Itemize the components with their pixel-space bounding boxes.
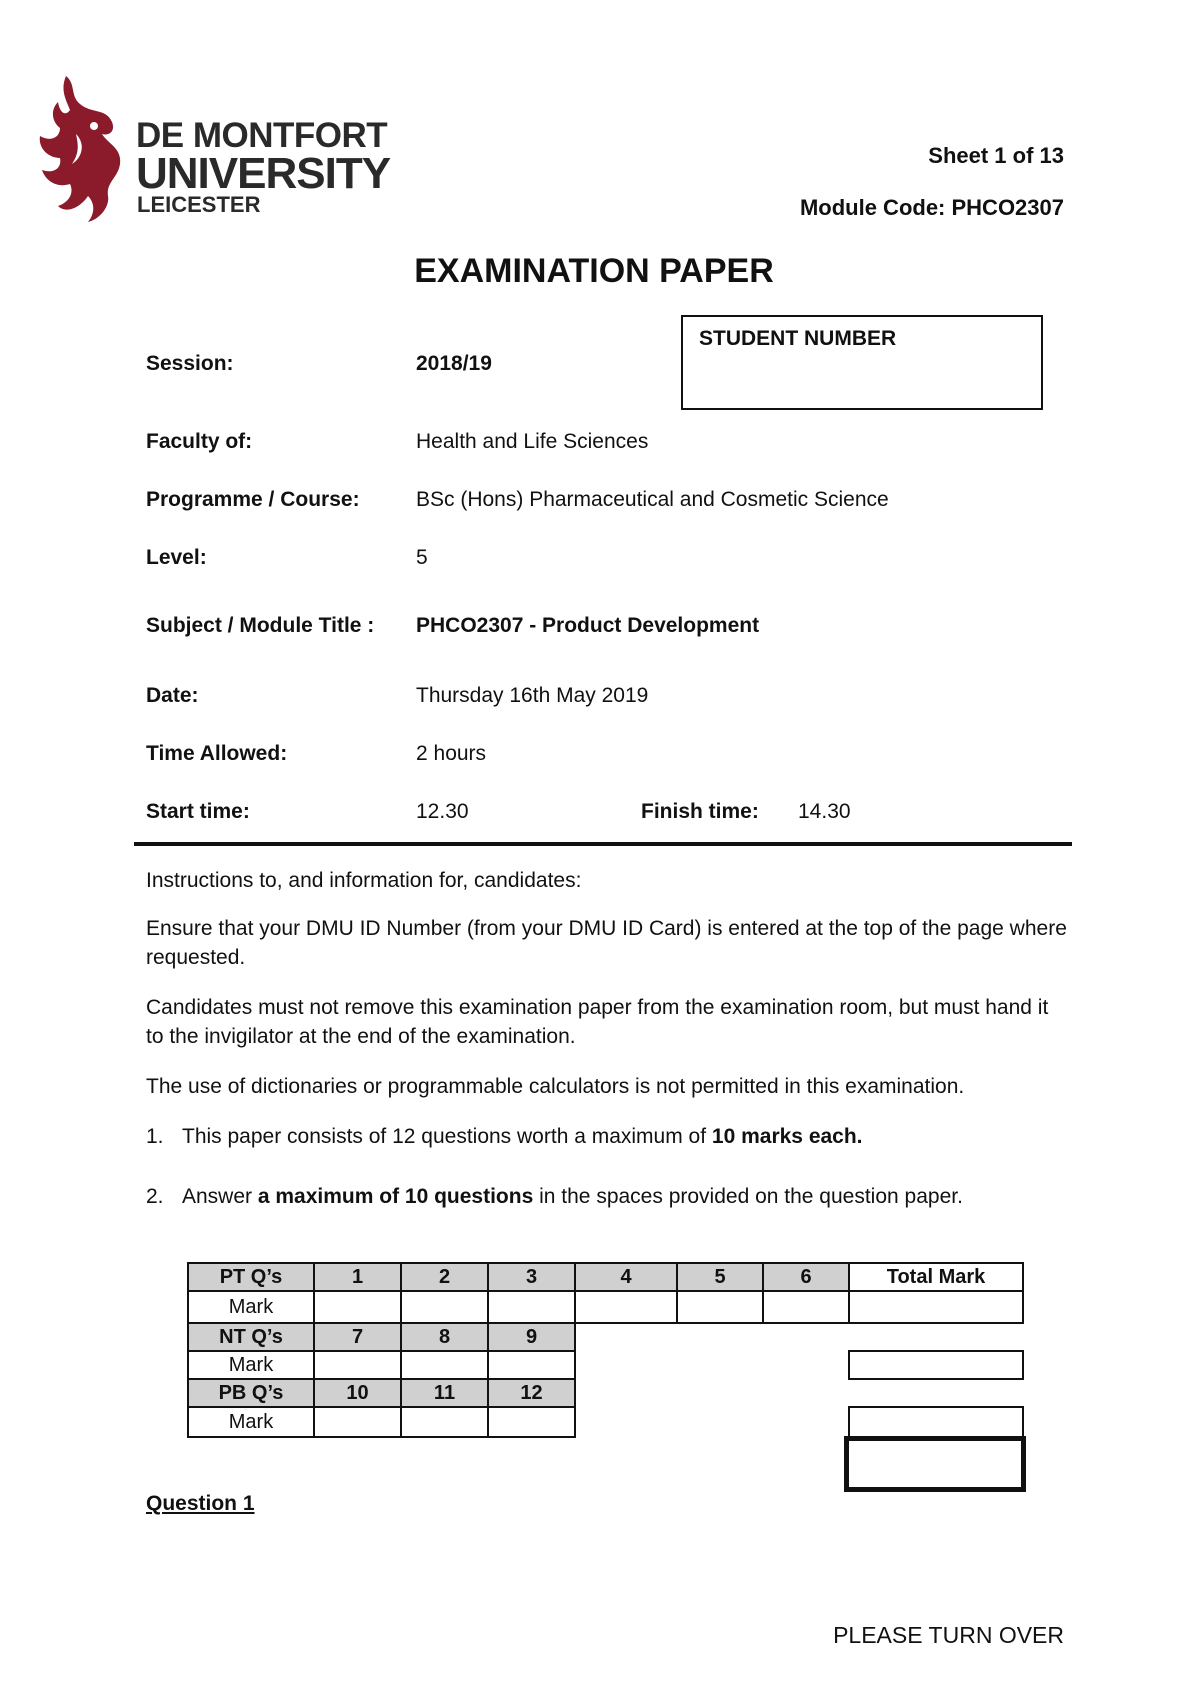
list-item-2-text: Answer xyxy=(182,1185,258,1208)
session-label: Session: xyxy=(146,352,234,375)
section-divider xyxy=(134,842,1072,846)
pt-q5-mark-cell[interactable] xyxy=(676,1290,764,1324)
lion-crest-icon xyxy=(36,74,136,224)
pb-q10-mark-cell[interactable] xyxy=(313,1406,402,1438)
time-allowed-label: Time Allowed: xyxy=(146,742,288,765)
student-number-label: STUDENT NUMBER xyxy=(699,327,897,350)
pb-q11-header: 11 xyxy=(400,1378,489,1408)
pt-total-mark-cell[interactable] xyxy=(848,1290,1024,1324)
nt-total-mark-cell[interactable] xyxy=(848,1350,1024,1380)
list-item-2-number: 2. xyxy=(146,1185,164,1208)
student-number-box[interactable] xyxy=(681,315,1043,410)
logo-text-line3: LEICESTER xyxy=(137,192,261,217)
pb-questions-label: PB Q’s xyxy=(187,1378,315,1408)
module-code: Module Code: PHCO2307 xyxy=(799,195,1064,220)
nt-q9-header: 9 xyxy=(487,1322,576,1352)
level-value: 5 xyxy=(416,546,428,569)
university-logo xyxy=(36,74,396,224)
pt-q2-header: 2 xyxy=(400,1262,489,1292)
nt-questions-label: NT Q’s xyxy=(187,1322,315,1352)
start-time-label: Start time: xyxy=(146,800,250,823)
logo-text-line1: DE MONTFORT xyxy=(136,116,388,155)
footer-turn-over: PLEASE TURN OVER xyxy=(833,1622,1064,1648)
pt-q1-mark-cell[interactable] xyxy=(313,1290,402,1324)
pt-q5-header: 5 xyxy=(676,1262,764,1292)
list-item-1-number: 1. xyxy=(146,1125,164,1148)
pt-mark-label: Mark xyxy=(187,1290,315,1324)
sheet-count: Sheet 1 of 13 xyxy=(928,143,1064,168)
pt-q6-header: 6 xyxy=(762,1262,850,1292)
nt-q7-header: 7 xyxy=(313,1322,402,1352)
pt-questions-label: PT Q’s xyxy=(187,1262,315,1292)
instruction-id-number: Ensure that your DMU ID Number (from your DMU ID Card) is entered at the top of the page where requested. xyxy=(146,917,1067,969)
pb-total-mark-cell[interactable] xyxy=(848,1406,1024,1438)
nt-mark-label: Mark xyxy=(187,1350,315,1380)
pb-mark-label: Mark xyxy=(187,1406,315,1438)
finish-time-label: Finish time: xyxy=(641,800,759,823)
subject-label: Subject / Module Title : xyxy=(146,614,375,637)
pt-q4-mark-cell[interactable] xyxy=(574,1290,678,1324)
faculty-value: Health and Life Sciences xyxy=(416,430,649,453)
date-value: Thursday 16th May 2019 xyxy=(416,684,649,707)
nt-q7-mark-cell[interactable] xyxy=(313,1350,402,1380)
faculty-label: Faculty of: xyxy=(146,430,253,453)
question-1-heading: Question 1 xyxy=(146,1492,255,1515)
logo-text-line2: UNIVERSITY xyxy=(136,149,391,198)
subject-value: PHCO2307 - Product Development xyxy=(416,614,760,637)
pb-q11-mark-cell[interactable] xyxy=(400,1406,489,1438)
pt-q4-header: 4 xyxy=(574,1262,678,1292)
pb-q12-mark-cell[interactable] xyxy=(487,1406,576,1438)
level-label: Level: xyxy=(146,546,207,569)
list-item-2 xyxy=(182,1185,963,1209)
grand-total-box[interactable] xyxy=(844,1436,1026,1492)
list-item-1-bold: 10 marks each. xyxy=(711,1125,863,1148)
pt-q3-mark-cell[interactable] xyxy=(487,1290,576,1324)
list-item-1-text: This paper consists of 12 questions worth a maximum of xyxy=(182,1125,712,1148)
list-item-1 xyxy=(182,1125,863,1149)
pb-q10-header: 10 xyxy=(313,1378,402,1408)
list-item-2-bold: a maximum of 10 questions xyxy=(257,1185,534,1208)
pt-q1-header: 1 xyxy=(313,1262,402,1292)
instruction-remove-paper: Candidates must not remove this examination paper from the examination room, but must hand it to the invigilator at the end of the examination. xyxy=(146,996,1049,1048)
instructions-heading: Instructions to, and information for, candidates: xyxy=(146,869,582,892)
instruction-calculators: The use of dictionaries or programmable calculators is not permitted in this examination. xyxy=(146,1075,965,1098)
date-label: Date: xyxy=(146,684,199,707)
pt-q3-header: 3 xyxy=(487,1262,576,1292)
list-item-2-post: in the spaces provided on the question paper. xyxy=(533,1185,963,1208)
total-mark-header: Total Mark xyxy=(848,1262,1024,1292)
nt-q9-mark-cell[interactable] xyxy=(487,1350,576,1380)
page-title: EXAMINATION PAPER xyxy=(414,252,774,290)
finish-time-value: 14.30 xyxy=(798,800,851,823)
nt-q8-header: 8 xyxy=(400,1322,489,1352)
pt-q6-mark-cell[interactable] xyxy=(762,1290,850,1324)
pb-q12-header: 12 xyxy=(487,1378,576,1408)
programme-label: Programme / Course: xyxy=(146,488,360,511)
pt-q2-mark-cell[interactable] xyxy=(400,1290,489,1324)
programme-value: BSc (Hons) Pharmaceutical and Cosmetic Science xyxy=(416,488,889,511)
session-value: 2018/19 xyxy=(416,352,492,375)
start-time-value: 12.30 xyxy=(416,800,469,823)
nt-q8-mark-cell[interactable] xyxy=(400,1350,489,1380)
time-allowed-value: 2 hours xyxy=(416,742,487,765)
